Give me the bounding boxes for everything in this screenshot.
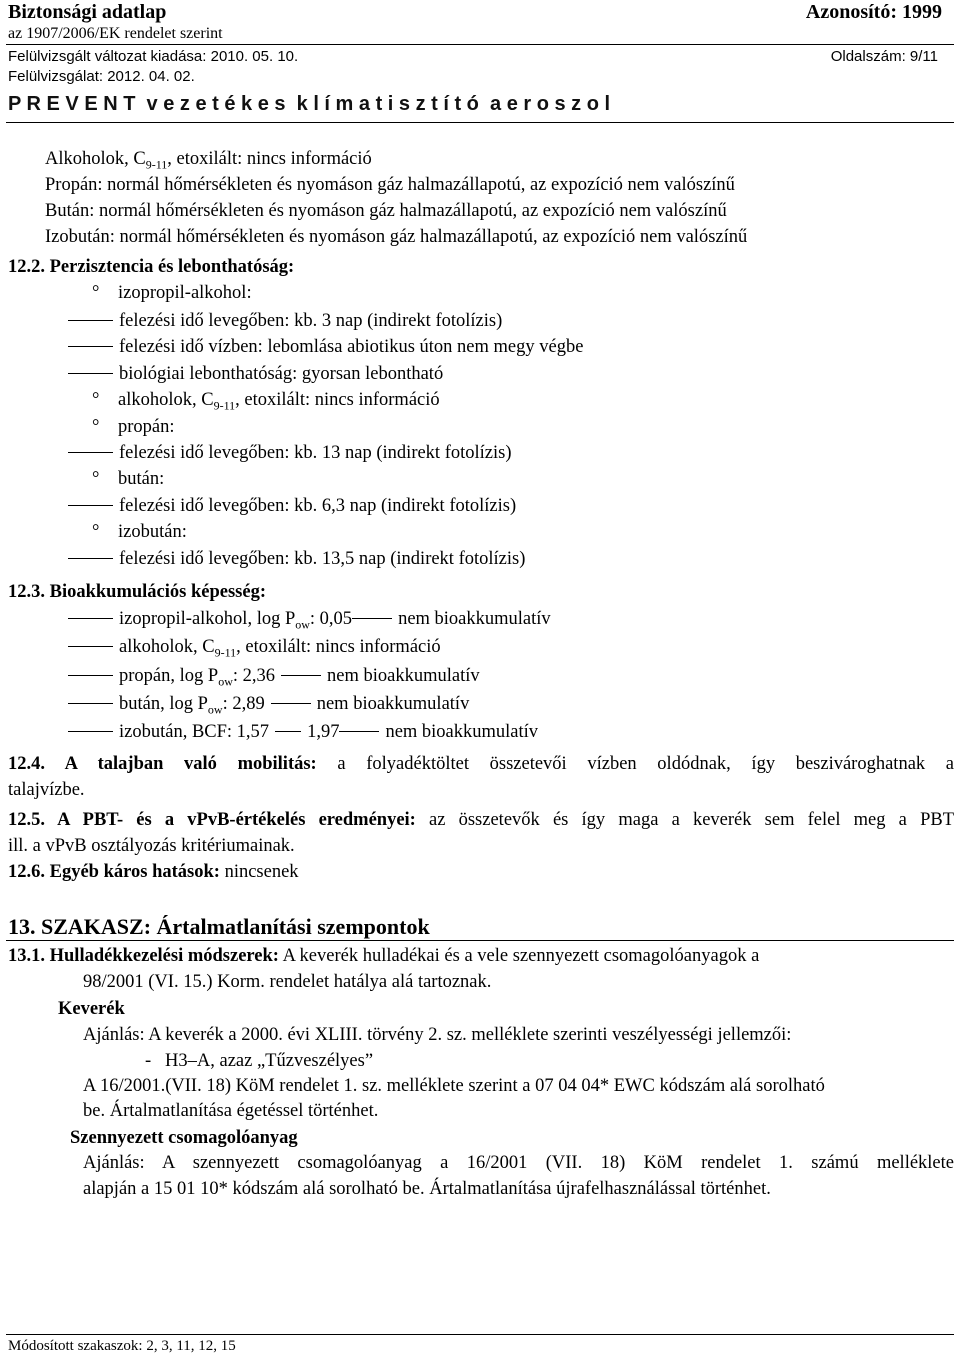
doc-identifier: Azonosító: 1999 [805,1,942,23]
section-13-1-line2: 98/2001 (VI. 15.) Korm. rendelet hatálya alá tartoznak. [83,972,492,992]
section-13-rule [6,940,954,941]
butane-info: Bután: normál hőmérsékleten és nyomáson gáz halmazállapotú, az expozíció nem valószínű [45,201,727,221]
section-12-5-line2: ill. a vPvB osztályozás kritériumainak. [8,836,295,856]
isopropyl-biodegradability: biológiai lebonthatóság: gyorsan lebontható [68,363,443,385]
isopropyl-item: ° izopropil-alkohol: [92,283,252,303]
packaging-line2: alapján a 15 01 10* kódszám alá sorolható be. Ártalmatlanítása újrafelhasználással történhet. [83,1179,771,1199]
section-12-5-line1: 12.5. A PBT- és a vPvB-értékelés eredményei: az összetevők és így maga a keverék sem felel meg a PBT [8,810,954,830]
mixture-recommendation: Ajánlás: A keverék a 2000. évi XLIII. törvény 2. sz. melléklete szerinti veszélyességi jellemzői: [83,1025,792,1045]
alcohols-bioaccumulation: alkoholok, $C_{9-11}$, etoxilált: nincs információ [68,636,441,658]
alcohols-info: Alkoholok, $C_{9-11}$, etoxilált: nincs információ [45,149,372,172]
isopropyl-water-halflife: felezési idő vízben: lebomlása abiotikus úton nem megy végbe [68,336,583,358]
mixture-hazard-item: - H3–A, azaz „Tűzveszélyes” [145,1051,374,1071]
isobutane-air-halflife: felezési idő levegőben: kb. 13,5 nap (indirekt fotolízis) [68,548,525,570]
packaging-line1: Ajánlás: A szennyezett csomagolóanyag a 16/2001 (VII. 18) KöM rendelet 1. számú melléklete [83,1153,954,1173]
mixture-title: Keverék [58,999,125,1019]
modified-sections: Módosított szakaszok: 2, 3, 11, 12, 15 [8,1338,236,1354]
section-13-1-line1: 13.1. Hulladékkezelési módszerek: A keverék hulladékai és a vele szennyezett csomagolóanyagok a [8,946,760,966]
mixture-code-line2: be. Ártalmatlanítása égetéssel történhet. [83,1101,379,1121]
footer-rule [6,1334,954,1335]
section-13-heading: 13. SZAKASZ: Ártalmatlanítási szempontok [8,914,430,939]
propane-item: ° propán: [92,417,175,437]
doc-title: Biztonsági adatlap [8,1,167,23]
section-12-2-heading: 12.2. Perzisztencia és lebonthatóság: [8,257,295,277]
header-rule-1 [6,44,954,45]
propane-air-halflife: felezési idő levegőben: kb. 13 nap (indirekt fotolízis) [68,442,512,464]
mixture-code-line1: A 16/2001.(VII. 18) KöM rendelet 1. sz. melléklete szerint a 07 04 04* EWC kódszám alá sorolható [83,1076,825,1096]
section-12-6: 12.6. Egyéb káros hatások: nincsenek [8,862,299,882]
isopropyl-air-halflife: felezési idő levegőben: kb. 3 nap (indirekt fotolízis) [68,310,502,332]
packaging-title: Szennyezett csomagolóanyag [70,1128,298,1148]
butane-logpow: bután, $\log P_{ow}$: 2,89 nem bioakkumulatív [68,693,469,715]
propane-info: Propán: normál hőmérsékleten és nyomáson gáz halmazállapotú, az expozíció nem valószínű [45,175,735,195]
propane-logpow: propán, $\log P_{ow}$: 2,36 nem bioakkumulatív [68,665,480,687]
section-12-3-heading: 12.3. Bioakkumulációs képesség: [8,582,267,602]
regulation-line: az 1907/2006/EK rendelet szerint [8,25,223,42]
isopropyl-logpow: izopropil-alkohol, $\log P_{ow}$: 0,05 nem bioakkumulatív [68,608,551,630]
product-name: P R E V E N T v e z e t é k e s k l í m a t i s z t í t ó a e r o s z o l [8,93,611,115]
isobutane-bcf: izobután, BCF: 1,57 1,97 nem bioakkumulatív [68,721,538,743]
alcohols-item: ° alkoholok, $C_{9-11}$, etoxilált: nincs információ [92,390,440,413]
section-12-4-line1: 12.4. A talajban való mobilitás: a folyadéktöltet összetevői vízben oldódnak, így beszivároghatnak a [8,754,955,774]
header-rule-2 [6,122,954,123]
isobutane-item: ° izobután: [92,522,187,542]
section-12-4-line2: talajvízbe. [8,780,85,800]
butane-air-halflife: felezési idő levegőben: kb. 6,3 nap (indirekt fotolízis) [68,495,516,517]
butane-item: ° bután: [92,469,165,489]
page-number: Oldalszám: 9/11 [830,48,938,65]
isobutane-info: Izobután: normál hőmérsékleten és nyomáson gáz halmazállapotú, az expozíció nem valószínű [45,227,748,247]
revision-date: Felülvizsgálat: 2012. 04. 02. [8,68,195,85]
revised-issue-date: Felülvizsgált változat kiadása: 2010. 05. 10. [8,48,299,65]
